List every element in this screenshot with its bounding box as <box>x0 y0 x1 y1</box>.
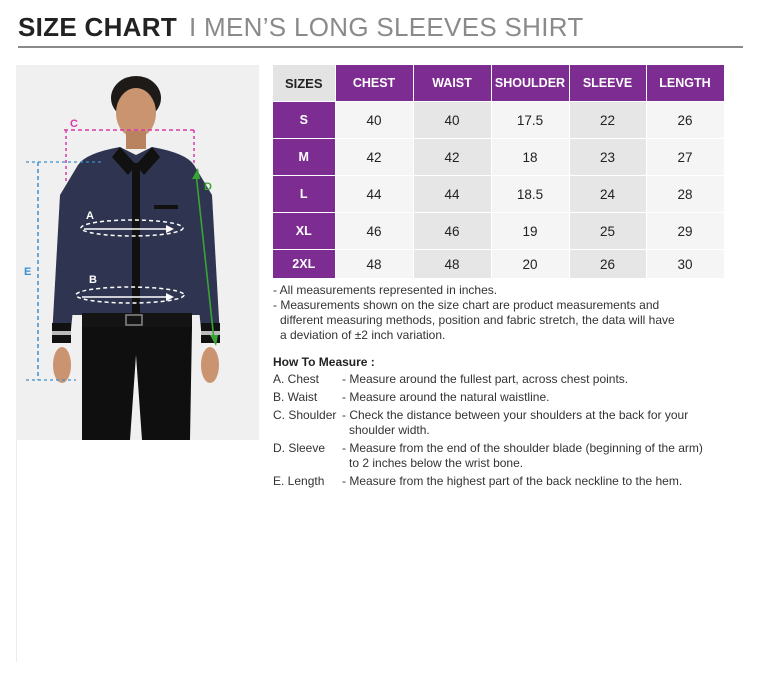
table-row <box>273 139 724 176</box>
note-line: - Measurements shown on the size chart are product measurements and <box>273 298 660 312</box>
note-line: a deviation of ±2 inch variation. <box>280 328 446 342</box>
table-row <box>273 176 724 213</box>
table-row <box>273 213 724 250</box>
waist-value: 42 <box>413 139 491 176</box>
waist-value: 40 <box>413 102 491 139</box>
measure-desc-sleeve <box>342 441 748 471</box>
header-shoulder: SHOULDER <box>491 65 569 102</box>
size-chart-table <box>273 65 725 279</box>
left-divider <box>16 440 17 662</box>
size-label: M <box>273 139 335 176</box>
waist-value: 44 <box>413 176 491 213</box>
waist-value: 46 <box>413 213 491 250</box>
desc-line: shoulder width. <box>349 423 430 437</box>
chest-value: 42 <box>335 139 413 176</box>
sleeve-value: 26 <box>569 250 646 279</box>
pocket-flap <box>154 205 178 209</box>
shoulder-value: 18.5 <box>491 176 569 213</box>
label-b: B <box>89 274 97 286</box>
measure-desc-shoulder <box>342 408 748 438</box>
table-row <box>273 250 724 279</box>
header-chest: CHEST <box>335 65 413 102</box>
sleeve-value: 24 <box>569 176 646 213</box>
size-label: 2XL <box>273 250 335 279</box>
length-value: 27 <box>646 139 724 176</box>
shoulder-value: 17.5 <box>491 102 569 139</box>
title-strong: SIZE CHART <box>18 12 177 42</box>
shoulder-value: 19 <box>491 213 569 250</box>
label-c: C <box>70 118 78 130</box>
desc-line: - Measure from the end of the shoulder blade (beginning of the arm) <box>342 441 703 455</box>
desc-line: - Check the distance between your shoulders at the back for your <box>342 408 689 422</box>
measure-label-shoulder: C. Shoulder <box>273 408 337 422</box>
measure-label-waist: B. Waist <box>273 390 318 404</box>
chest-value: 46 <box>335 213 413 250</box>
length-value: 26 <box>646 102 724 139</box>
measure-label-sleeve: D. Sleeve <box>273 441 326 455</box>
model-measurement-figure <box>16 65 259 440</box>
header-sizes: SIZES <box>273 65 335 102</box>
chest-value: 44 <box>335 176 413 213</box>
label-a: A <box>86 210 94 222</box>
right-cuff-stripe <box>201 331 220 335</box>
label-e: E <box>24 266 32 278</box>
left-hand <box>53 347 71 383</box>
note-line: different measuring methods, position and fabric stretch, the data will have <box>280 313 675 327</box>
measure-desc-waist: - Measure around the natural waistline. <box>342 390 550 404</box>
list-item <box>273 372 748 387</box>
neck-shape <box>126 131 146 149</box>
list-item <box>273 390 748 405</box>
length-value: 28 <box>646 176 724 213</box>
header-waist: WAIST <box>413 65 491 102</box>
table-row <box>273 102 724 139</box>
list-item <box>273 408 748 438</box>
desc-line: to 2 inches below the wrist bone. <box>349 456 524 470</box>
header-sleeve: SLEEVE <box>569 65 646 102</box>
measure-label-chest: A. Chest <box>273 372 320 386</box>
length-value: 30 <box>646 250 724 279</box>
how-to-measure-title: How To Measure : <box>273 355 375 369</box>
chest-value: 40 <box>335 102 413 139</box>
list-item <box>273 474 748 489</box>
how-to-measure-list <box>273 372 748 492</box>
sleeve-value: 22 <box>569 102 646 139</box>
note-line: - All measurements represented in inches. <box>273 283 498 297</box>
measure-label-length: E. Length <box>273 474 325 488</box>
size-label: XL <box>273 213 335 250</box>
size-label: S <box>273 102 335 139</box>
length-value: 29 <box>646 213 724 250</box>
trousers <box>82 327 192 440</box>
measure-desc-length: - Measure from the highest part of the back neckline to the hem. <box>342 474 683 488</box>
header-length: LENGTH <box>646 65 724 102</box>
right-hand <box>201 347 219 383</box>
measure-desc-chest: - Measure around the fullest part, across chest points. <box>342 372 629 386</box>
page-title <box>18 12 743 48</box>
shoulder-value: 20 <box>491 250 569 279</box>
left-cuff-stripe <box>52 331 71 335</box>
size-label: L <box>273 176 335 213</box>
shoulder-value: 18 <box>491 139 569 176</box>
sleeve-value: 25 <box>569 213 646 250</box>
waist-value: 48 <box>413 250 491 279</box>
sleeve-value: 23 <box>569 139 646 176</box>
placket <box>132 163 140 315</box>
list-item <box>273 441 748 471</box>
table-header-row <box>273 65 724 102</box>
label-d: D <box>204 181 212 193</box>
chest-value: 48 <box>335 250 413 279</box>
shirt-model-illustration <box>16 65 259 440</box>
measurement-notes <box>273 283 733 343</box>
title-subtitle: I MEN’S LONG SLEEVES SHIRT <box>189 12 584 42</box>
